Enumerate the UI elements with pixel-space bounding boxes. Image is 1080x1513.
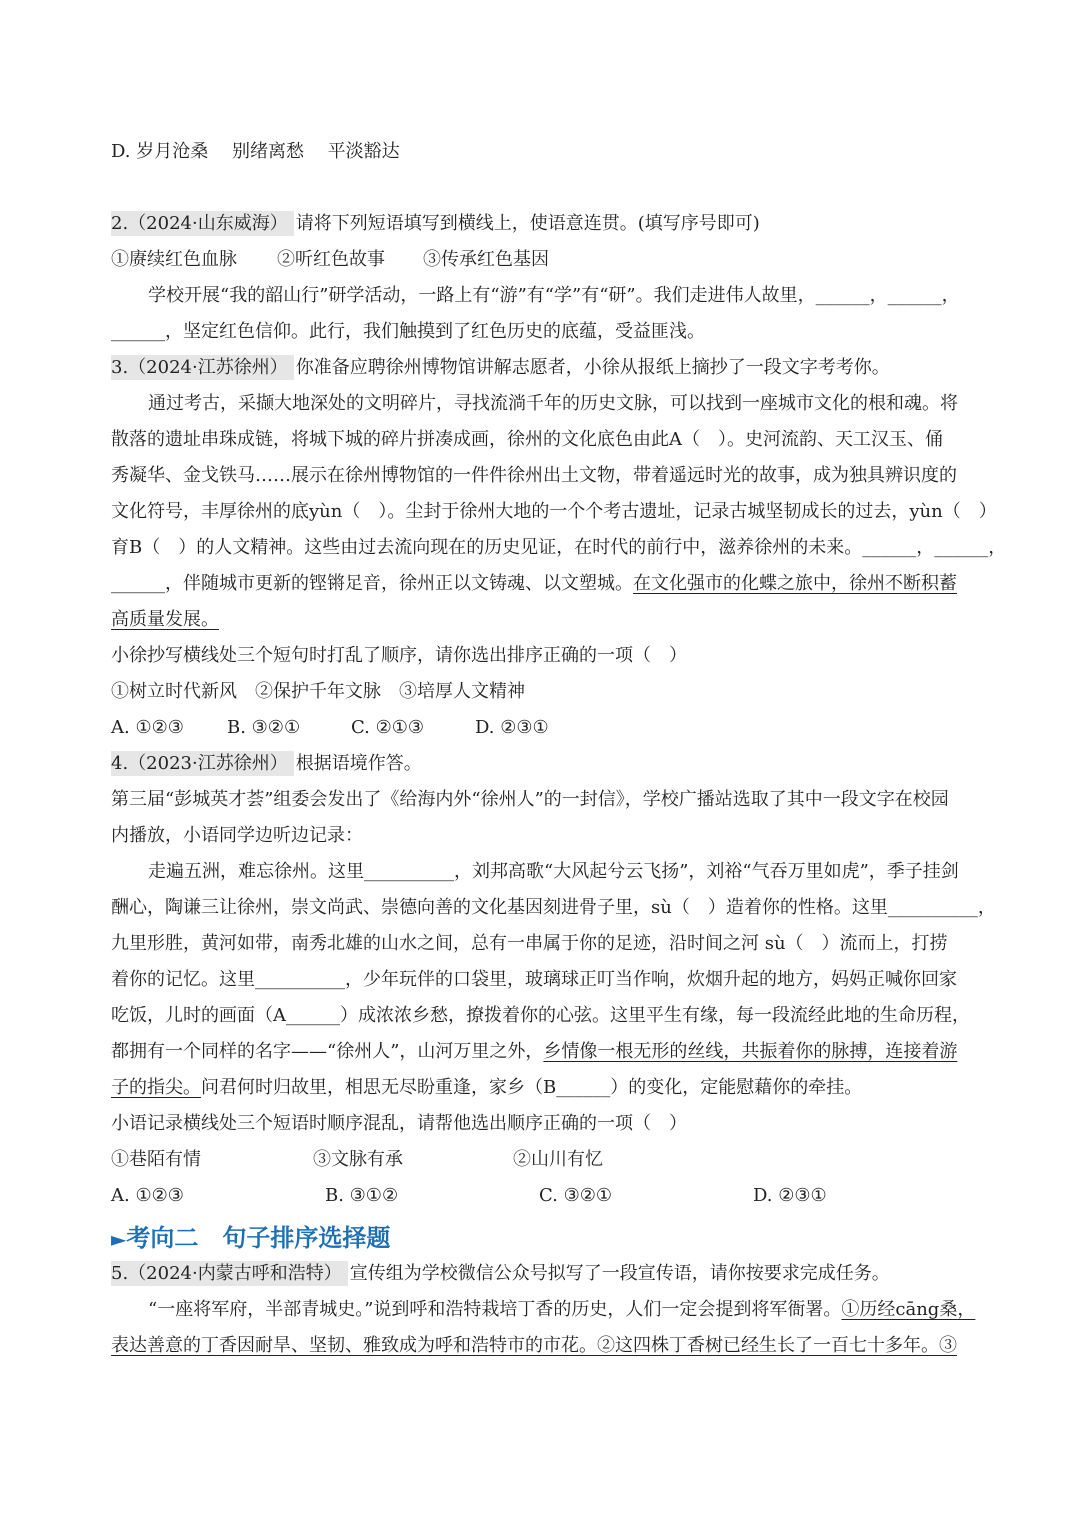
q5-stem: 宣传组为学校微信公众号拟写了一段宣传语，请你按要求完成任务。 xyxy=(349,1263,890,1284)
q3-passage-line-1: 通过考古，采撷大地深处的文明碎片，寻找流淌千年的历史文脉，可以找到一座城市文化的根和魂。将 xyxy=(148,393,958,414)
q4-phrase-1: ①巷陌有情 xyxy=(111,1149,201,1170)
q4-underlined-sentence: 乡情像一根无形的丝线，共振着你的脉搏，连接着游 xyxy=(543,1041,958,1062)
q4-passage-line-1: 走遍五洲，难忘徐州。这里__________，刘邦高歌“大风起兮云飞扬”，刘裕“气吞万里如虎”，季子挂剑 xyxy=(148,861,959,882)
q3-passage-line-6 xyxy=(111,566,971,602)
q3-passage-line-2: 散落的遗址串珠成链，将城下城的碎片拼凑成画，徐州的文化底色由此A（ ）。史河流韵、天工汉玉、俑 xyxy=(111,429,943,450)
q2-phrases xyxy=(111,242,971,278)
q3-header xyxy=(111,350,971,386)
q3-question: 小徐抄写横线处三个短句时打乱了顺序，请你选出排序正确的一项（ ） xyxy=(111,645,687,666)
q4-question: 小语记录横线处三个短语时顺序混乱，请帮他选出顺序正确的一项（ ） xyxy=(111,1113,687,1134)
q4-header xyxy=(111,746,971,782)
q3-underlined-sentence: 在文化强市的化蝶之旅中，徐州不断积蓄 xyxy=(633,573,957,594)
q2-phrase-1: ①赓续红色血脉 xyxy=(111,249,237,270)
q3-option-c[interactable]: C. ②①③ xyxy=(351,717,424,738)
q4-passage-line-6 xyxy=(111,1034,971,1070)
q4-option-b[interactable]: B. ③①② xyxy=(325,1185,399,1206)
q4-option-c[interactable]: C. ③②① xyxy=(539,1185,612,1206)
q3-option-d[interactable]: D. ②③① xyxy=(475,717,549,738)
option-d-line: D. 岁月沧桑 别绪离愁 平淡豁达 xyxy=(111,141,400,162)
q3-passage-line-6-text: ______，伴随城市更新的铿锵足音，徐州正以文铸魂、以文塑城。 xyxy=(111,573,633,594)
q5-passage-line-1 xyxy=(111,1292,976,1328)
q5-passage-line-2 xyxy=(111,1328,971,1364)
q4-intro-line-1: 第三届“彭城英才荟”组委会发出了《给海内外“徐州人”的一封信》，学校广播站选取了其中一段文字在校园 xyxy=(111,789,949,810)
q3-underlined-sentence-end: 高质量发展。 xyxy=(111,609,219,630)
q2-phrase-2: ②听红色故事 xyxy=(277,249,385,270)
q5-underlined-sentence: ①历经cāng桑， xyxy=(841,1299,976,1320)
document-body xyxy=(111,134,1007,1364)
q3-passage-line-5: 育B（ ）的人文精神。这些由过去流向现在的历史见证，在时代的前行中，滋养徐州的未来。______，______， xyxy=(111,537,1007,558)
q3-options xyxy=(111,710,971,746)
q5-source-tag: 5.（2024·内蒙古呼和浩特） xyxy=(111,1261,348,1286)
q4-intro-line-2: 内播放，小语同学边听边记录： xyxy=(111,825,363,846)
q4-passage-line-7-text: 问君何时归故里，相思无尽盼重逢，家乡（B______）的变化，定能慰藉你的牵挂。 xyxy=(201,1077,863,1098)
q4-option-a[interactable]: A. ①②③ xyxy=(111,1185,184,1206)
q5-header xyxy=(111,1256,971,1292)
q5-underlined-sentence-cont: 表达善意的丁香因耐旱、坚韧、雅致成为呼和浩特市的市花。②这四株丁香树已经生长了一百七十多年。③ xyxy=(111,1335,957,1356)
q4-passage-line-6-text: 都拥有一个同样的名字——“徐州人”，山河万里之外， xyxy=(111,1041,544,1062)
q2-stem: 请将下列短语填写到横线上，使语意连贯。(填写序号即可) xyxy=(295,213,760,234)
triangle-arrow-icon: ► xyxy=(111,1227,127,1251)
q4-passage-line-3: 九里形胜，黄河如带，南秀北雄的山水之间，总有一串属于你的足迹，沿时间之河 sù（ ）流而上，打捞 xyxy=(111,933,948,954)
q2-phrase-3: ③传承红色基因 xyxy=(423,249,549,270)
q4-phrase-2: ③文脉有承 xyxy=(313,1149,403,1170)
q3-option-b[interactable]: B. ③②① xyxy=(227,717,301,738)
q2-header xyxy=(111,206,971,242)
section-title: 考向二 句子排序选择题 xyxy=(126,1224,391,1252)
q4-passage-line-2: 酬心，陶谦三让徐州，崇文尚武、崇德向善的文化基因刻进骨子里，sù（ ）造着你的性格。这里__________， xyxy=(111,897,996,918)
q4-phrases xyxy=(111,1142,971,1178)
q4-underlined-sentence-end: 子的指尖。 xyxy=(111,1077,201,1098)
q2-passage-line-1: 学校开展“我的韶山行”研学活动，一路上有“游”有“学”有“研”。我们走进伟人故里，______，______， xyxy=(148,285,960,306)
section-heading xyxy=(111,1216,971,1260)
q2-source-tag: 2.（2024·山东威海） xyxy=(111,211,294,236)
q4-passage-line-7 xyxy=(111,1070,971,1106)
q3-source-tag: 3.（2024·江苏徐州） xyxy=(111,355,294,380)
q5-passage-line-1-text: “一座将军府，半部青城史。”说到呼和浩特栽培丁香的历史，人们一定会提到将军衙署。 xyxy=(148,1299,842,1320)
q3-passage-line-4: 文化符号，丰厚徐州的底yùn（ ）。尘封于徐州大地的一个个考古遗址，记录古城坚韧成长的过去，yùn（ ） xyxy=(111,501,997,522)
q4-source-tag: 4.（2023·江苏徐州） xyxy=(111,751,294,776)
q3-phrases: ①树立时代新风 ②保护千年文脉 ③培厚人文精神 xyxy=(111,681,525,702)
q3-option-a[interactable]: A. ①②③ xyxy=(111,717,184,738)
q3-passage-line-7 xyxy=(111,602,971,638)
q4-options xyxy=(111,1178,971,1214)
q4-passage-line-5: 吃饭，儿时的画面（A______）成浓浓乡愁，撩拨着你的心弦。这里平生有缘，每一段流经此地的生命历程， xyxy=(111,1005,970,1026)
q3-stem: 你准备应聘徐州博物馆讲解志愿者，小徐从报纸上摘抄了一段文字考考你。 xyxy=(295,357,890,378)
q4-option-d[interactable]: D. ②③① xyxy=(753,1185,827,1206)
q4-phrase-3: ②山川有忆 xyxy=(513,1149,603,1170)
q4-passage-line-4: 着你的记忆。这里__________，少年玩伴的口袋里，玻璃球正叮当作响，炊烟升起的地方，妈妈正喊你回家 xyxy=(111,969,957,990)
q3-passage-line-3: 秀凝华、金戈铁马……展示在徐州博物馆的一件件徐州出土文物，带着遥远时光的故事，成为独具辨识度的 xyxy=(111,465,957,486)
q4-stem: 根据语境作答。 xyxy=(295,753,422,774)
q2-passage-line-2: ______，坚定红色信仰。此行，我们触摸到了红色历史的底蕴，受益匪浅。 xyxy=(111,321,705,342)
